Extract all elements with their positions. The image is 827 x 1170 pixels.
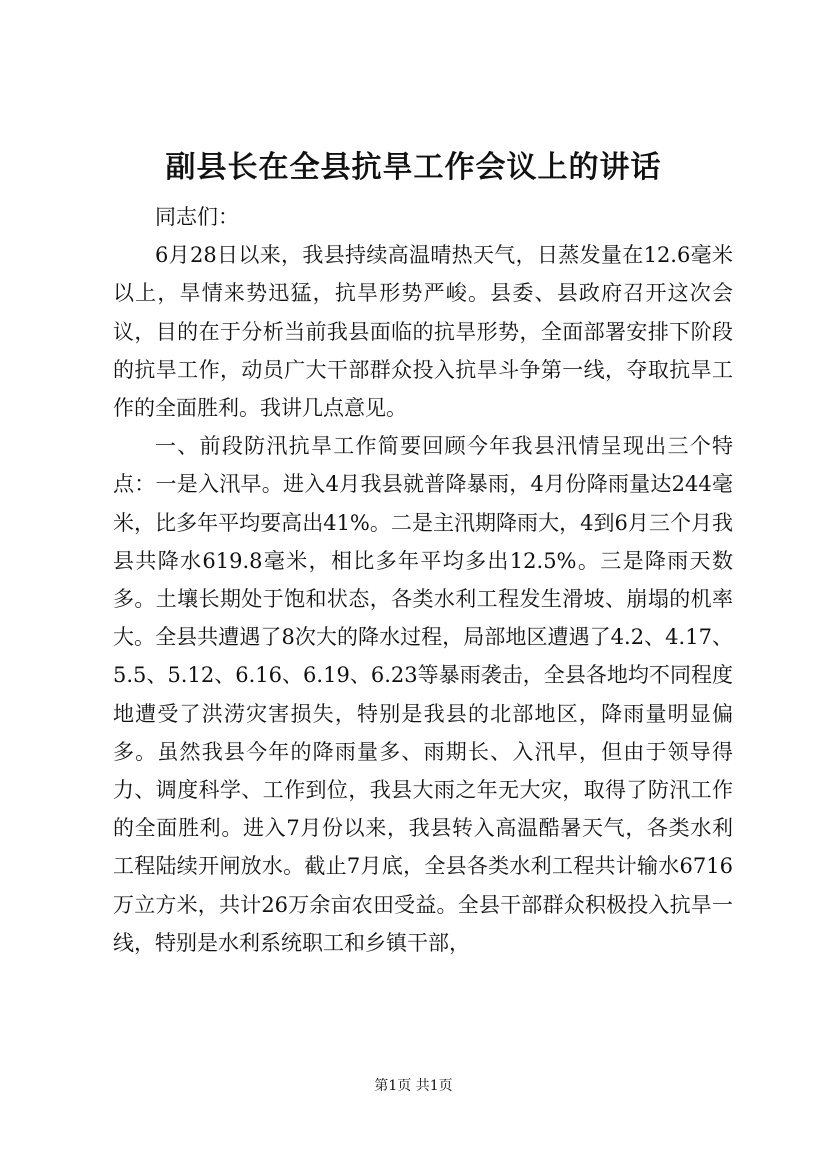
document-title: 副县长在全县抗旱工作会议上的讲话 (165, 150, 662, 185)
paragraph-1: 6月28日以来，我县持续高温晴热天气，日蒸发量在12.6毫米以上，旱情来势迅猛，抗旱形势严峻。县委、县政府召开这次会议，目的在于分析当前我县面临的抗旱形势，全面部署安排下阶段的抗旱工作，动员广大干部群众投入抗旱斗争第一线，夺取抗旱工作的全面胜利。我讲几点意见。 (113, 243, 733, 421)
greeting-line: 同志们： (155, 205, 239, 229)
paragraph-2: 一、前段防汛抗旱工作简要回顾今年我县汛情呈现出三个特点：一是入汛早。进入4月我县就普降暴雨，4月份降雨量达244毫米，比多年平均要高出41%。二是主汛期降雨大，4到6月三个月我县共降水619.8毫米，相比多年平均多出12.5%。三是降雨天数多。土壤长期处于饱和状态，各类水利工程发生滑坡、崩塌的机率大。全县共遭遇了8次大的降水过程，局部地区遭遇了4.2、4.17、5.5、5.12、6.16、6.19、6.23等暴雨袭击，全县各地均不同程度地遭受了洪涝灾害损失，特别是我县的北部地区，降雨量明显偏多。虽然我县今年的降雨量多、雨期长、入汛早，但由于领导得力、调度科学、工作到位，我县大雨之年无大灾，取得了防汛工作的全面胜利。进入7月份以来，我县转入高温酷暑天气，各类水利工程陆续开闸放水。截止7月底，全县各类水利工程共计输水6716万立方米，共计26万余亩农田受益。全县干部群众积极投入抗旱一线，特别是水利系统职工和乡镇干部， (113, 434, 733, 955)
document-body (113, 198, 733, 962)
page-footer: 第1页 共1页 (374, 1078, 453, 1094)
